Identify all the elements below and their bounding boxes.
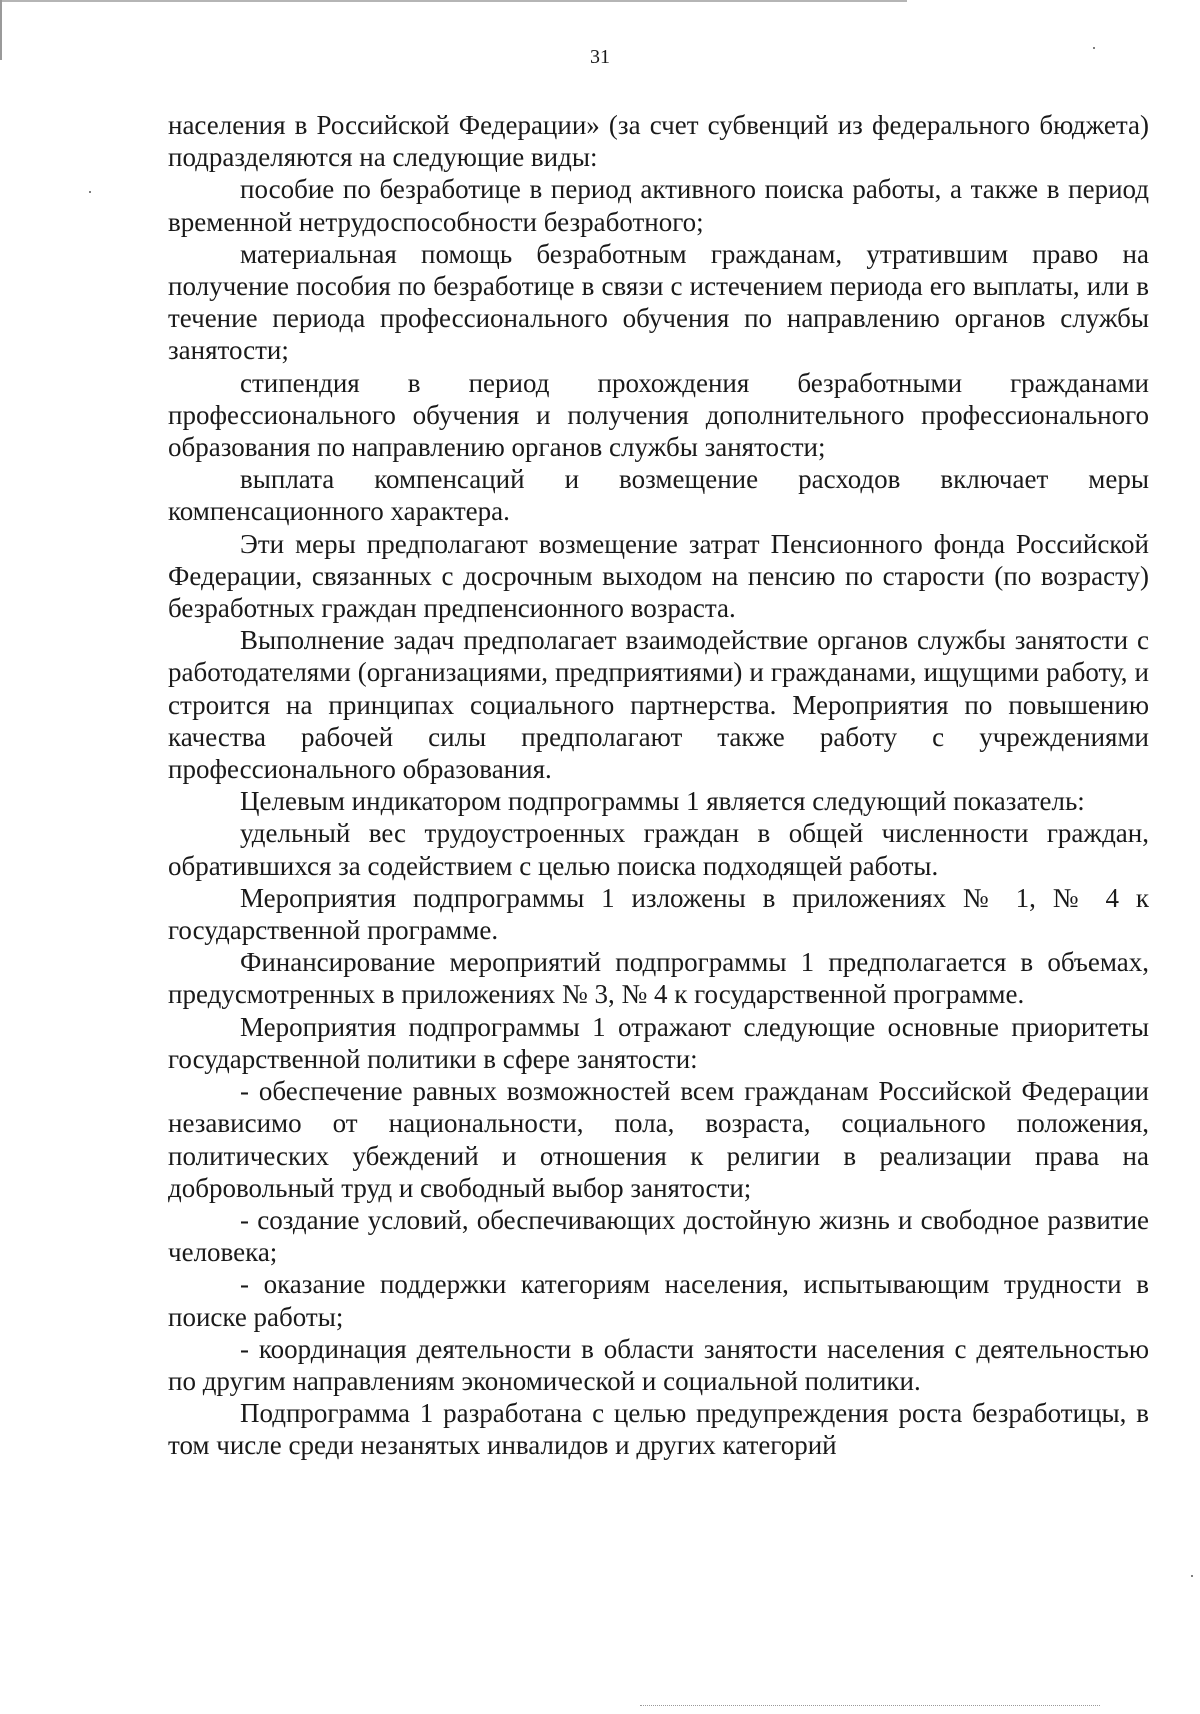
scan-speck: [89, 191, 91, 193]
paragraph: населения в Российской Федерации» (за счет субвенций из федерального бюджета) подразделяются на следующие виды:: [168, 110, 1149, 173]
paragraph: выплата компенсаций и возмещение расходов включает меры компенсационного характера.: [168, 464, 1149, 527]
list-item: - обеспечение равных возможностей всем гражданам Российской Федерации независимо от национальности, пола, возраста, социального положения, политических убеждений и отношения к религии в реализации права на добровольный труд и свободный выбор занятости;: [168, 1076, 1149, 1203]
paragraph: материальная помощь безработным гражданам, утратившим право на получение пособия по безработице в связи с истечением периода его выплаты, или в течение периода профессионального обучения по направлению органов службы занятости;: [168, 238, 1149, 366]
scan-bottom-edge: [640, 1705, 1100, 1707]
paragraph: пособие по безработице в период активного поиска работы, а также в период временной нетрудоспособности безработного;: [168, 174, 1149, 237]
paragraph: стипендия в период прохождения безработными гражданами профессионального обучения и получения дополнительного профессионального образования по направлению органов службы занятости;: [168, 367, 1149, 463]
body-text: [168, 109, 1149, 1462]
list-item: - координация деятельности в области занятости населения с деятельностью по другим направлениям экономической и социальной политики.: [168, 1333, 1149, 1396]
paragraph: Подпрограмма 1 разработана с целью предупреждения роста безработицы, в том числе среди незанятых инвалидов и других категорий: [168, 1398, 1149, 1461]
scan-top-edge: [2, 0, 907, 2]
page-number: 31: [590, 46, 610, 68]
paragraph: Эти меры предполагают возмещение затрат Пенсионного фонда Российской Федерации, связанных с досрочным выходом на пенсию по старости (по возрасту) безработных граждан предпенсионного возраста.: [168, 528, 1149, 624]
list-item: - оказание поддержки категориям населения, испытывающим трудности в поиске работы;: [168, 1269, 1149, 1332]
paragraph: Целевым индикатором подпрограммы 1 является следующий показатель:: [240, 786, 1085, 817]
paragraph: удельный вес трудоустроенных граждан в общей численности граждан, обратившихся за содействием с целью поиска подходящей работы.: [168, 818, 1149, 881]
paragraph: Мероприятия подпрограммы 1 отражают следующие основные приоритеты государственной политики в сфере занятости:: [168, 1011, 1149, 1074]
paragraph: Финансирование мероприятий подпрограммы 1 предполагается в объемах, предусмотренных в приложениях № 3, № 4 к государственной программе.: [168, 947, 1149, 1010]
list-item: - создание условий, обеспечивающих достойную жизнь и свободное развитие человека;: [168, 1204, 1149, 1268]
paragraph: Мероприятия подпрограммы 1 изложены в приложениях № 1, № 4 к государственной программе.: [168, 882, 1149, 946]
paragraph: Выполнение задач предполагает взаимодействие органов службы занятости с работодателями (организациями, предприятиями) и гражданами, ищущими работу, и строится на принципах социального партнерства. Мероприятия по повышению качества рабочей силы предполагают также работу с учреждениями профессионального образования.: [168, 625, 1149, 785]
scan-speck: [1191, 1575, 1193, 1577]
